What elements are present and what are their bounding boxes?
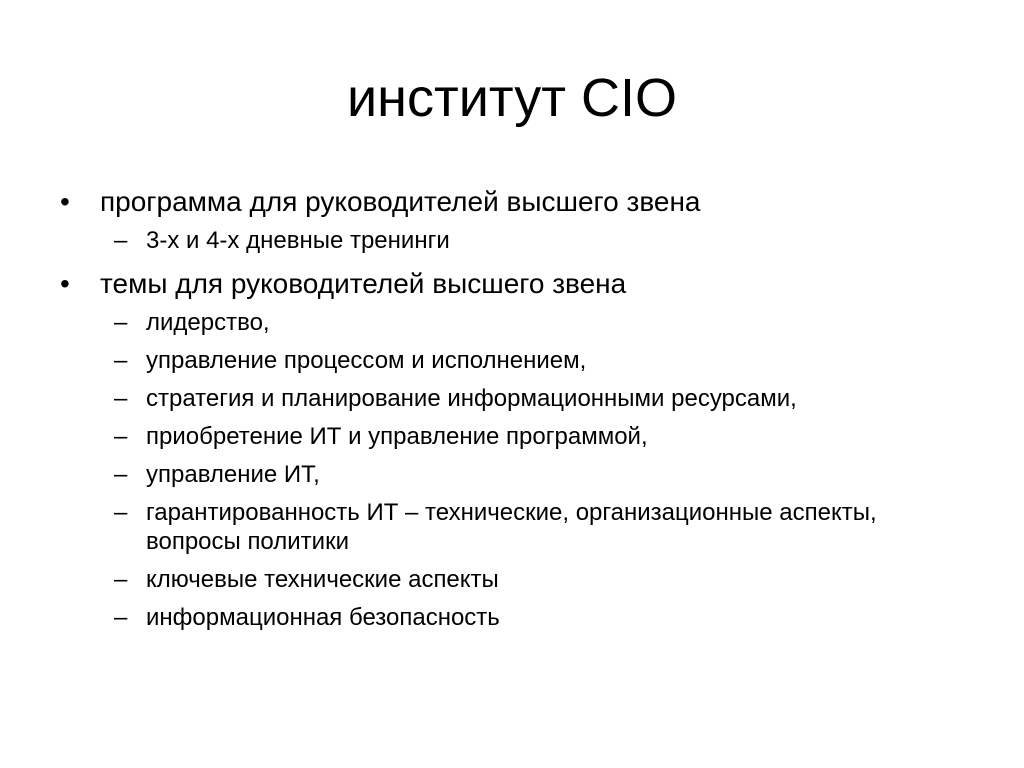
subitem-leadership — [58, 308, 958, 337]
dash-marker: – — [114, 347, 128, 374]
subitem-text: ключевые технические аспекты — [146, 566, 499, 593]
subitem-process-management — [58, 346, 958, 375]
subitem-it-acquisition — [58, 422, 958, 451]
bullet-item-program — [58, 182, 958, 222]
dash-marker: – — [114, 227, 128, 254]
subitem-text: приобретение ИТ и управление программой, — [146, 423, 648, 450]
subitem-key-technical — [58, 565, 958, 594]
dash-marker: – — [114, 461, 128, 488]
subitem-strategy — [58, 384, 958, 413]
subitem-text: управление процессом и исполнением, — [146, 347, 587, 374]
dash-marker: – — [114, 423, 128, 450]
dash-marker: – — [114, 499, 128, 526]
subitem-trainings — [58, 226, 958, 255]
bullet-text: темы для руководителей высшего звена — [100, 268, 627, 299]
bullet-item-topics — [58, 264, 958, 304]
subitem-text: стратегия и планирование информационными ресурсами, — [146, 385, 797, 412]
subitem-text: 3-х и 4-х дневные тренинги — [146, 227, 450, 254]
subitem-text: информационная безопасность — [146, 604, 500, 631]
subitem-text: управление ИТ, — [146, 461, 320, 488]
bullet-list — [58, 182, 958, 641]
dash-marker: – — [114, 385, 128, 412]
subitem-it-management — [58, 460, 958, 489]
dash-marker: – — [114, 604, 128, 631]
dash-marker: – — [114, 566, 128, 593]
bullet-marker: • — [60, 186, 70, 217]
slide-title: институт CIO — [347, 68, 677, 128]
bullet-text: программа для руководителей высшего звена — [100, 186, 701, 217]
subitem-text: гарантированность ИТ – технические, организационные аспекты, вопросы политики — [146, 499, 877, 555]
subitem-it-assurance — [58, 498, 958, 556]
dash-marker: – — [114, 309, 128, 336]
bullet-marker: • — [60, 268, 70, 299]
subitem-infosec — [58, 603, 958, 632]
subitem-text: лидерство, — [146, 309, 270, 336]
